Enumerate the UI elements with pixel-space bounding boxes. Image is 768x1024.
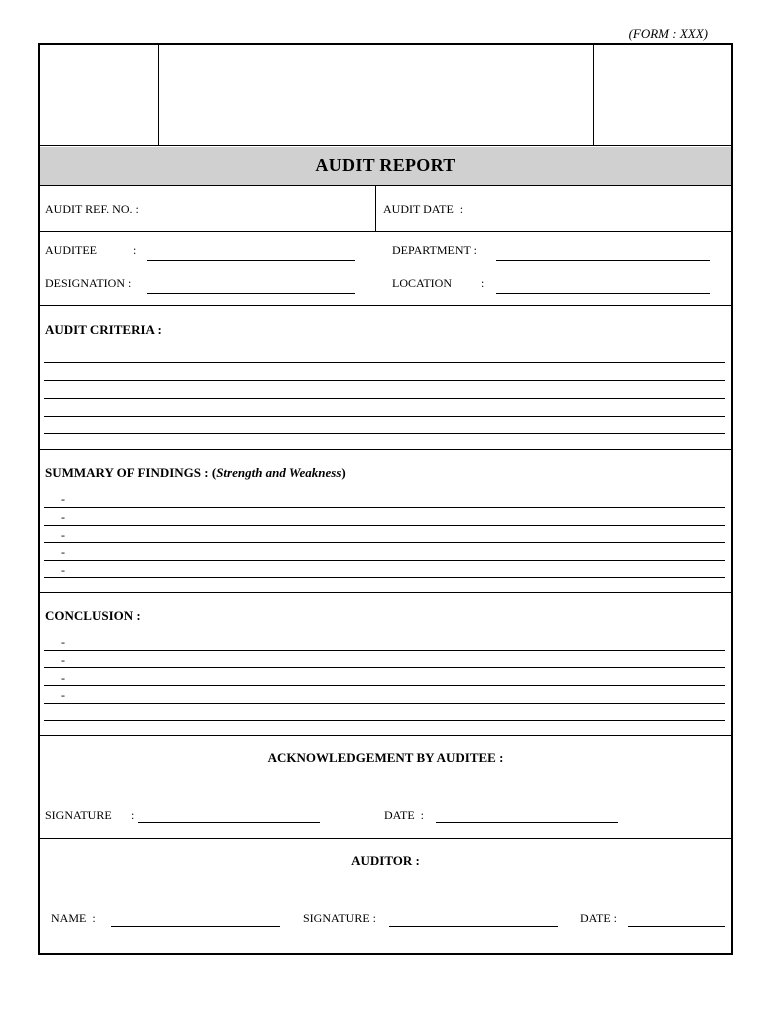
auditor-heading: AUDITOR : — [351, 853, 420, 868]
findings-heading-italic: Strength and Weakness — [216, 465, 342, 480]
conclusion-line[interactable] — [44, 667, 725, 668]
header-title-box — [160, 45, 592, 145]
divider — [38, 145, 733, 146]
logo-box — [40, 45, 158, 145]
findings-bullet: - — [61, 510, 65, 524]
audit-ref-field[interactable] — [160, 190, 370, 228]
divider — [38, 185, 733, 186]
auditor-name-field[interactable] — [111, 926, 280, 927]
ref-divider — [375, 186, 376, 231]
auditee-colon: : — [133, 243, 137, 257]
criteria-line[interactable] — [44, 398, 725, 399]
ack-signature-colon: : — [131, 808, 135, 822]
page-title: AUDIT REPORT — [315, 155, 456, 175]
designation-label: DESIGNATION : — [45, 276, 132, 290]
location-label: LOCATION — [392, 276, 452, 290]
divider — [38, 449, 733, 450]
ack-date-field[interactable] — [436, 822, 618, 823]
divider — [38, 305, 733, 306]
ack-signature-field[interactable] — [138, 822, 320, 823]
findings-line[interactable] — [44, 542, 725, 543]
audit-date-field[interactable] — [482, 190, 727, 228]
ack-date-label: DATE : — [384, 808, 424, 822]
designation-field[interactable] — [147, 293, 355, 294]
criteria-line[interactable] — [44, 362, 725, 363]
auditor-signature-label: SIGNATURE : — [303, 911, 377, 925]
auditor-date-label: DATE : — [580, 911, 617, 925]
findings-line[interactable] — [44, 507, 725, 508]
auditor-signature-field[interactable] — [389, 926, 558, 927]
audit-ref-label: AUDIT REF. NO. : — [45, 202, 139, 216]
findings-heading-suffix: ) — [341, 465, 346, 480]
header-divider-right — [593, 45, 594, 145]
divider — [38, 838, 733, 839]
header-divider-left — [158, 45, 159, 145]
department-label: DEPARTMENT : — [392, 243, 477, 257]
findings-bullet: - — [61, 528, 65, 542]
findings-heading — [45, 465, 346, 481]
conclusion-bullet: - — [61, 653, 65, 667]
header-right-box — [595, 45, 731, 145]
findings-heading-prefix: SUMMARY OF FINDINGS : ( — [45, 465, 217, 480]
criteria-line[interactable] — [44, 380, 725, 381]
criteria-line[interactable] — [44, 416, 725, 417]
conclusion-line[interactable] — [44, 720, 725, 721]
form-code: (FORM : XXX) — [628, 26, 708, 41]
department-field[interactable] — [496, 260, 710, 261]
conclusion-bullet: - — [61, 671, 65, 685]
findings-bullet: - — [61, 563, 65, 577]
conclusion-bullet: - — [61, 635, 65, 649]
findings-bullet: - — [61, 545, 65, 559]
conclusion-heading: CONCLUSION : — [45, 608, 141, 623]
findings-line[interactable] — [44, 525, 725, 526]
findings-bullet: - — [61, 492, 65, 506]
criteria-line[interactable] — [44, 433, 725, 434]
auditor-name-label: NAME : — [51, 911, 96, 925]
auditee-field[interactable] — [147, 260, 355, 261]
divider — [38, 231, 733, 232]
ack-signature-label: SIGNATURE — [45, 808, 112, 822]
location-colon: : — [481, 276, 485, 290]
conclusion-line[interactable] — [44, 703, 725, 704]
auditor-date-field[interactable] — [628, 926, 725, 927]
conclusion-line[interactable] — [44, 650, 725, 651]
divider — [38, 592, 733, 593]
divider — [38, 735, 733, 736]
location-field[interactable] — [496, 293, 710, 294]
audit-criteria-heading: AUDIT CRITERIA : — [45, 322, 162, 337]
findings-line[interactable] — [44, 577, 725, 578]
conclusion-bullet: - — [61, 688, 65, 702]
acknowledgement-heading: ACKNOWLEDGEMENT BY AUDITEE : — [267, 750, 504, 765]
audit-date-label: AUDIT DATE : — [383, 202, 464, 216]
findings-line[interactable] — [44, 560, 725, 561]
conclusion-line[interactable] — [44, 685, 725, 686]
auditee-label: AUDITEE — [45, 243, 97, 257]
